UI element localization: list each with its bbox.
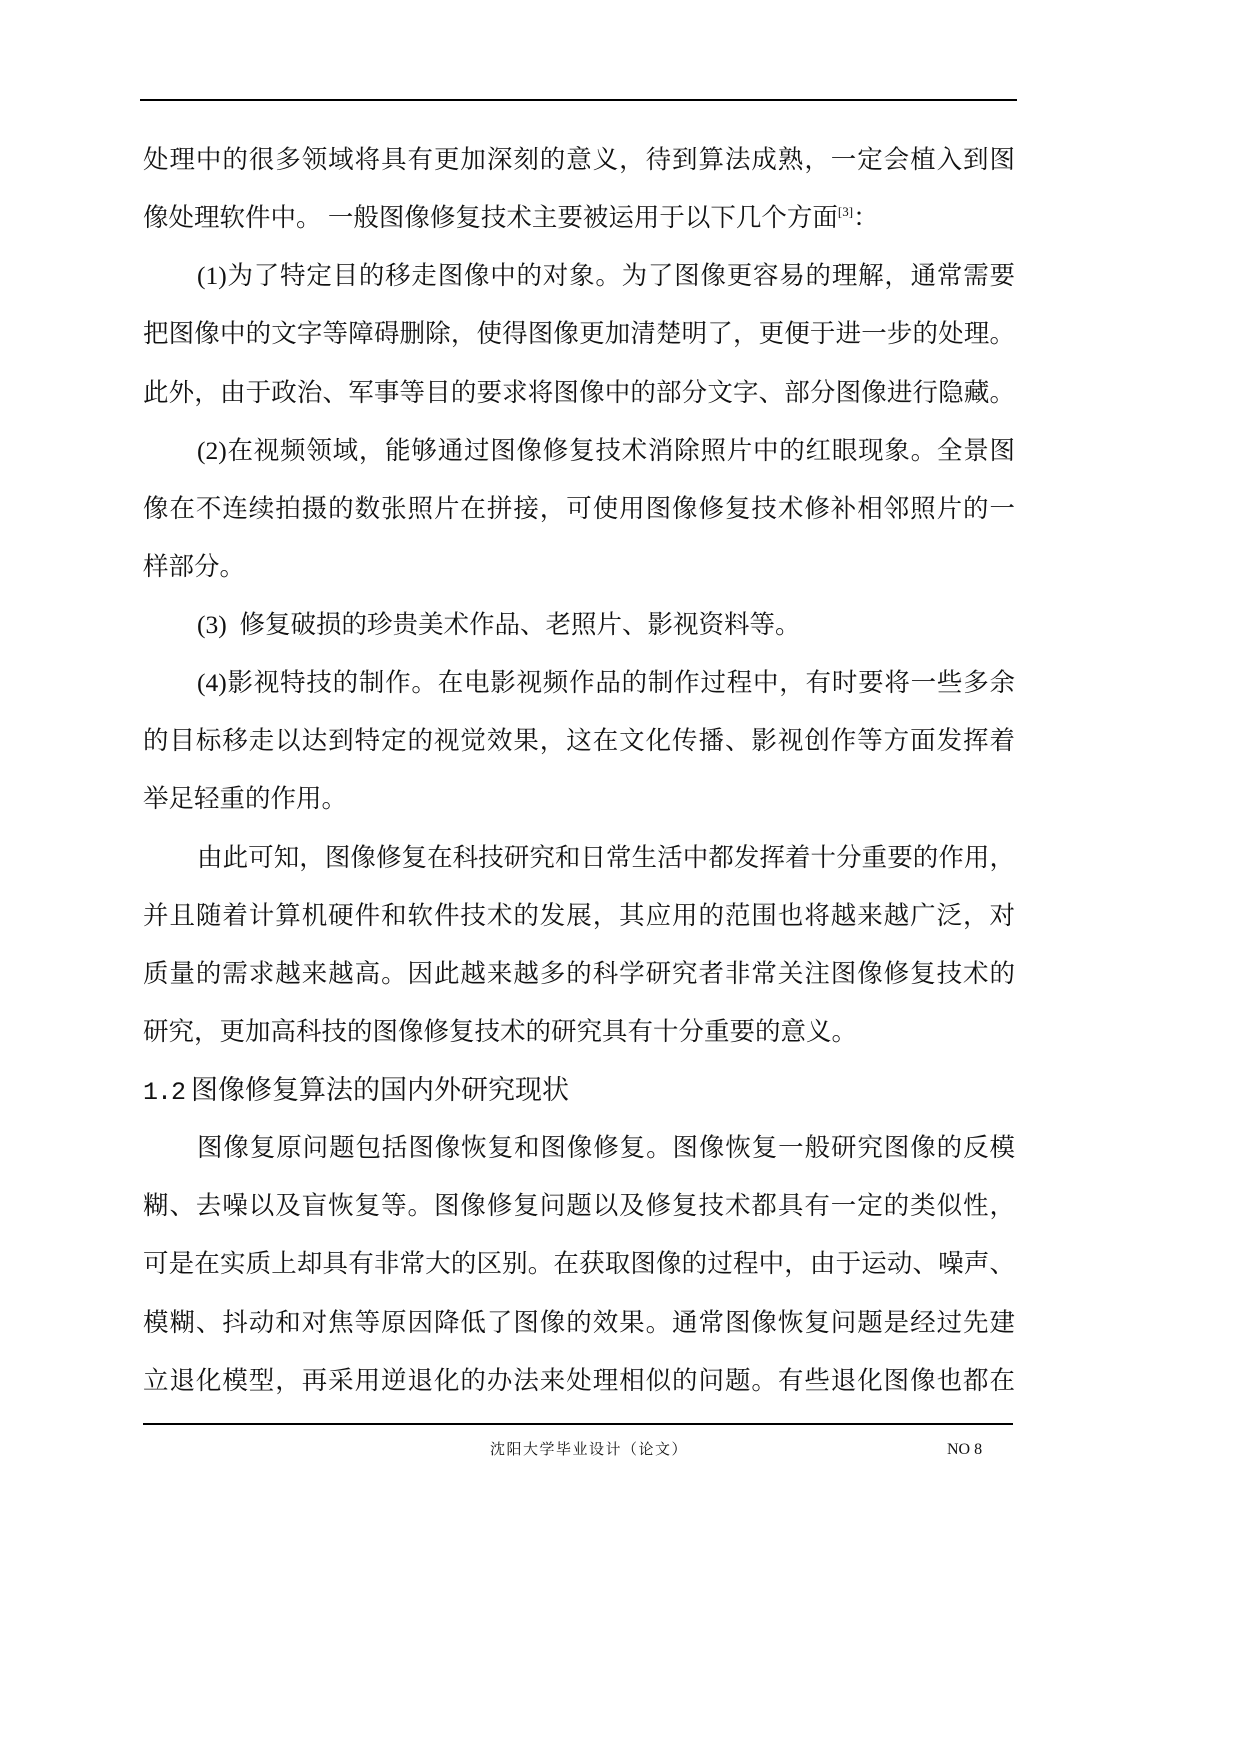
section-title: 图像修复算法的国内外研究现状	[191, 1075, 570, 1105]
text-line: (3) 修复破损的珍贵美术作品、老照片、影视资料等。	[197, 610, 801, 639]
text-line: 研究，更加高科技的图像修复技术的研究具有十分重要的意义。	[143, 1016, 858, 1046]
list-item-1	[143, 247, 1015, 421]
footer-rule	[143, 1423, 1013, 1425]
text-line: 像在不连续拍摄的数张照片在拼接，可使用图像修复技术修补相邻照片的一	[143, 493, 1015, 523]
text-line: 样部分。	[143, 551, 246, 581]
text-line: 质量的需求越来越高。因此越来越多的科学研究者非常关注图像修复技术的	[143, 958, 1015, 988]
text-line: 举足轻重的作用。	[143, 784, 348, 814]
paragraph-summary	[143, 829, 1015, 1062]
section-heading	[143, 1061, 1015, 1119]
text-span: ：	[853, 203, 879, 233]
text-line: 此外，由于政治、军事等目的要求将图像中的部分文字、部分图像进行隐藏。	[143, 377, 1015, 407]
citation-superscript: [3]	[837, 204, 854, 220]
text-span: 像处理软件中。 一般图像修复技术主要被运用于以下几个方面	[143, 203, 838, 233]
body-text	[143, 131, 1015, 1410]
text-line: 可是在实质上却具有非常大的区别。在获取图像的过程中，由于运动、噪声、	[143, 1249, 1015, 1279]
text-line: 并且随着计算机硬件和软件技术的发展，其应用的范围也将越来越广泛，对	[143, 900, 1015, 930]
text-line: 图像复原问题包括图像恢复和图像修复。图像恢复一般研究图像的反模	[197, 1133, 1015, 1163]
list-item-2	[143, 422, 1015, 596]
text-line: 把图像中的文字等障碍删除，使得图像更加清楚明了，更便于进一步的处理。	[143, 319, 1015, 349]
header-rule	[140, 99, 1017, 101]
text-line: (4)影视特技的制作。在电影视频作品的制作过程中，有时要将一些多余	[197, 668, 1015, 698]
text-line: (2)在视频领域，能够通过图像修复技术消除照片中的红眼现象。全景图	[197, 435, 1015, 465]
text-line	[143, 189, 1015, 247]
text-line: 处理中的很多领域将具有更加深刻的意义，待到算法成熟，一定会植入到图	[143, 145, 1015, 174]
text-line: 立退化模型，再采用逆退化的办法来处理相似的问题。有些退化图像也都在	[143, 1365, 1015, 1395]
list-item-3	[143, 596, 1015, 654]
text-line: 的目标移走以达到特定的视觉效果，这在文化传播、影视创作等方面发挥着	[143, 726, 1015, 756]
text-line: 由此可知，图像修复在科技研究和日常生活中都发挥着十分重要的作用，	[197, 842, 1015, 872]
paragraph-intro	[143, 131, 1015, 247]
footer-title: 沈阳大学毕业设计（论文）	[490, 1442, 689, 1458]
page-number: NO 8	[947, 1441, 983, 1458]
list-item-4	[143, 654, 1015, 828]
paragraph-section	[143, 1119, 1015, 1410]
section-number: 1.2	[143, 1078, 186, 1107]
text-line: 模糊、抖动和对焦等原因降低了图像的效果。通常图像恢复问题是经过先建	[143, 1307, 1015, 1337]
text-line: (1)为了特定目的移走图像中的对象。为了图像更容易的理解，通常需要	[197, 261, 1015, 291]
text-line: 糊、去噪以及盲恢复等。图像修复问题以及修复技术都具有一定的类似性，	[143, 1191, 1015, 1221]
